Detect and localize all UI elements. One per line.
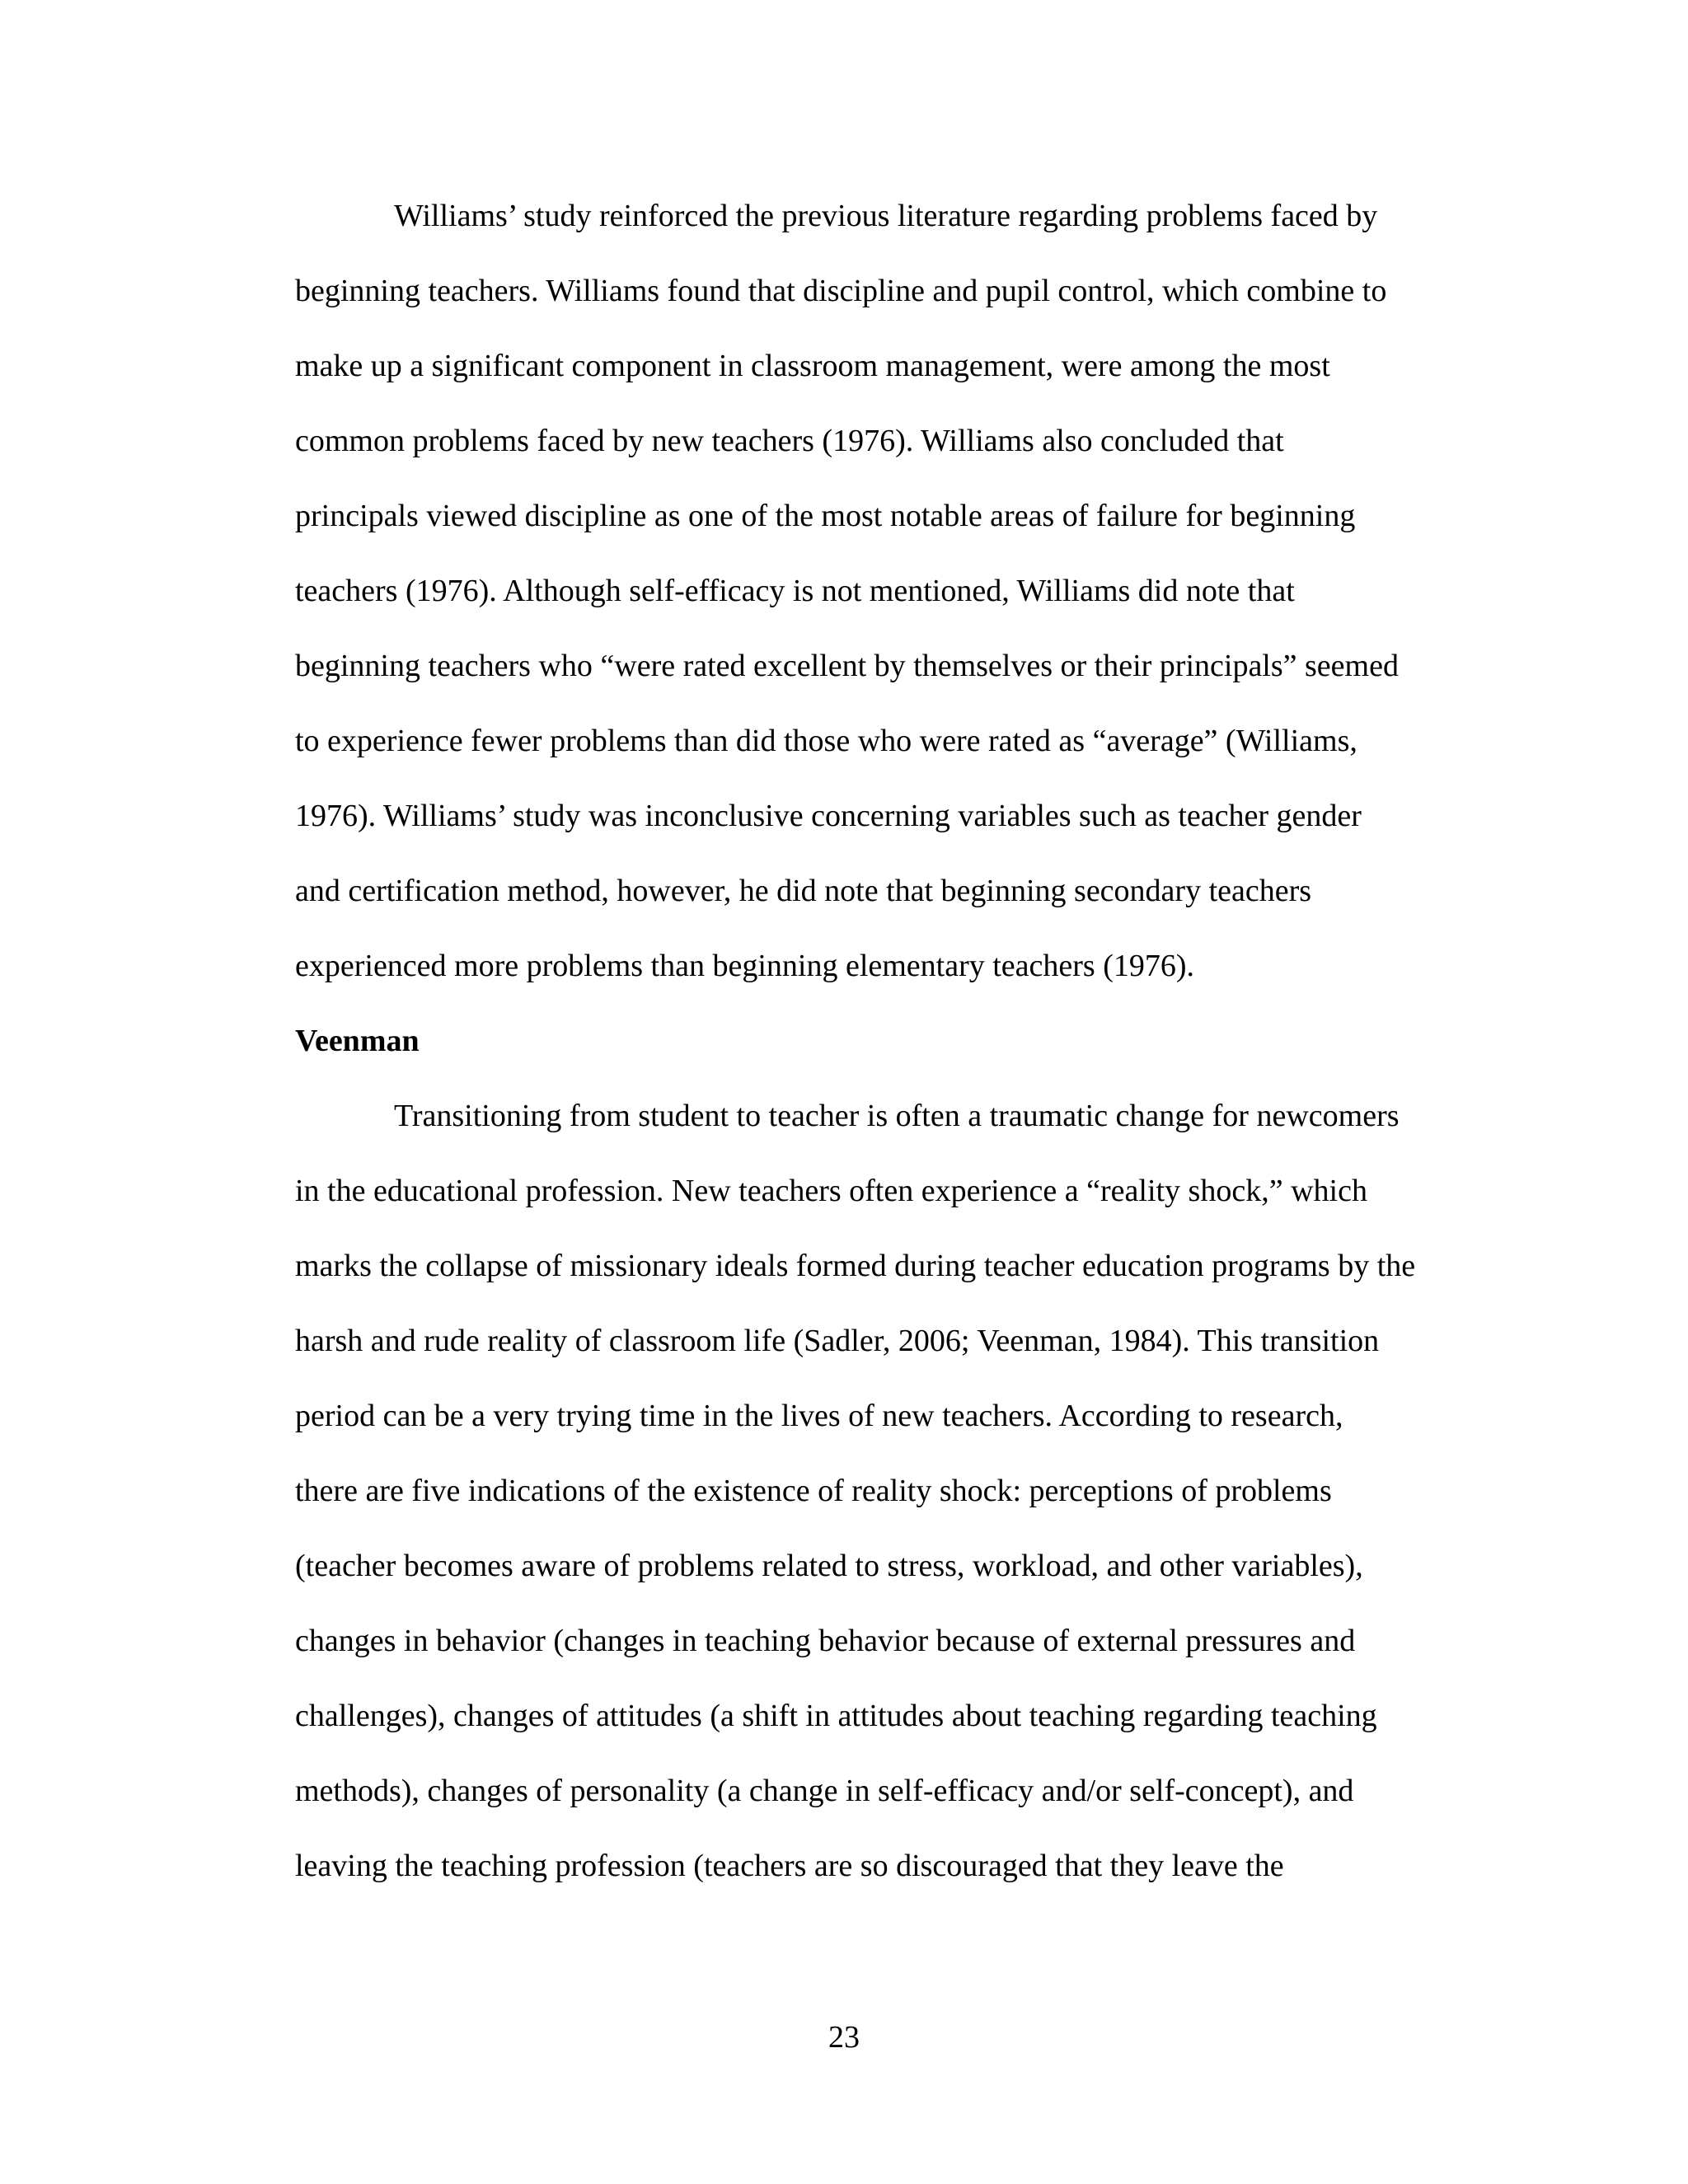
paragraph-line: (teacher becomes aware of problems related to stress, workload, and other variables), [295,1549,1363,1583]
paragraph-line: there are five indications of the existence of reality shock: perceptions of problems [295,1474,1332,1508]
paragraph-line: 1976). Williams’ study was inconclusive concerning variables such as teacher gender [295,799,1362,833]
paragraph-line: teachers (1976). Although self-efficacy is not mentioned, Williams did note that [295,574,1295,608]
paragraph-line: to experience fewer problems than did those who were rated as “average” (Williams, [295,724,1357,758]
paragraph-veenman [295,1096,1465,1921]
paragraph-line: in the educational profession. New teachers often experience a “reality shock,” which [295,1174,1367,1208]
paragraph-line: Transitioning from student to teacher is often a traumatic change for newcomers [394,1099,1400,1133]
paragraph-line: leaving the teaching profession (teachers are so discouraged that they leave the [295,1849,1284,1883]
section-heading: Veenman [295,1024,420,1058]
paragraph-line: experienced more problems than beginning elementary teachers (1976). [295,949,1195,983]
paragraph-line: challenges), changes of attitudes (a shift in attitudes about teaching regarding teaching [295,1699,1377,1733]
paragraph-line: marks the collapse of missionary ideals formed during teacher education programs by the [295,1249,1416,1283]
paragraph-line: Williams’ study reinforced the previous literature regarding problems faced by [394,199,1378,233]
paragraph-line: harsh and rude reality of classroom life (Sadler, 2006; Veenman, 1984). This transition [295,1324,1380,1358]
page-number: 23 [828,2020,860,2055]
paragraph-williams [295,196,1465,1021]
paragraph-line: period can be a very trying time in the lives of new teachers. According to research, [295,1399,1343,1433]
paragraph-line: methods), changes of personality (a change in self-efficacy and/or self-concept), and [295,1774,1354,1808]
paragraph-line: changes in behavior (changes in teaching behavior because of external pressures and [295,1624,1356,1658]
paragraph-line: and certification method, however, he did note that beginning secondary teachers [295,874,1312,908]
paragraph-line: principals viewed discipline as one of the most notable areas of failure for beginning [295,499,1356,533]
paragraph-line: beginning teachers who “were rated excellent by themselves or their principals” seemed [295,649,1399,683]
body-text [295,196,1465,1921]
paragraph-line: make up a significant component in classroom management, were among the most [295,349,1330,383]
paragraph-line: common problems faced by new teachers (1976). Williams also concluded that [295,424,1284,458]
paragraph-line: beginning teachers. Williams found that discipline and pupil control, which combine to [295,274,1387,308]
